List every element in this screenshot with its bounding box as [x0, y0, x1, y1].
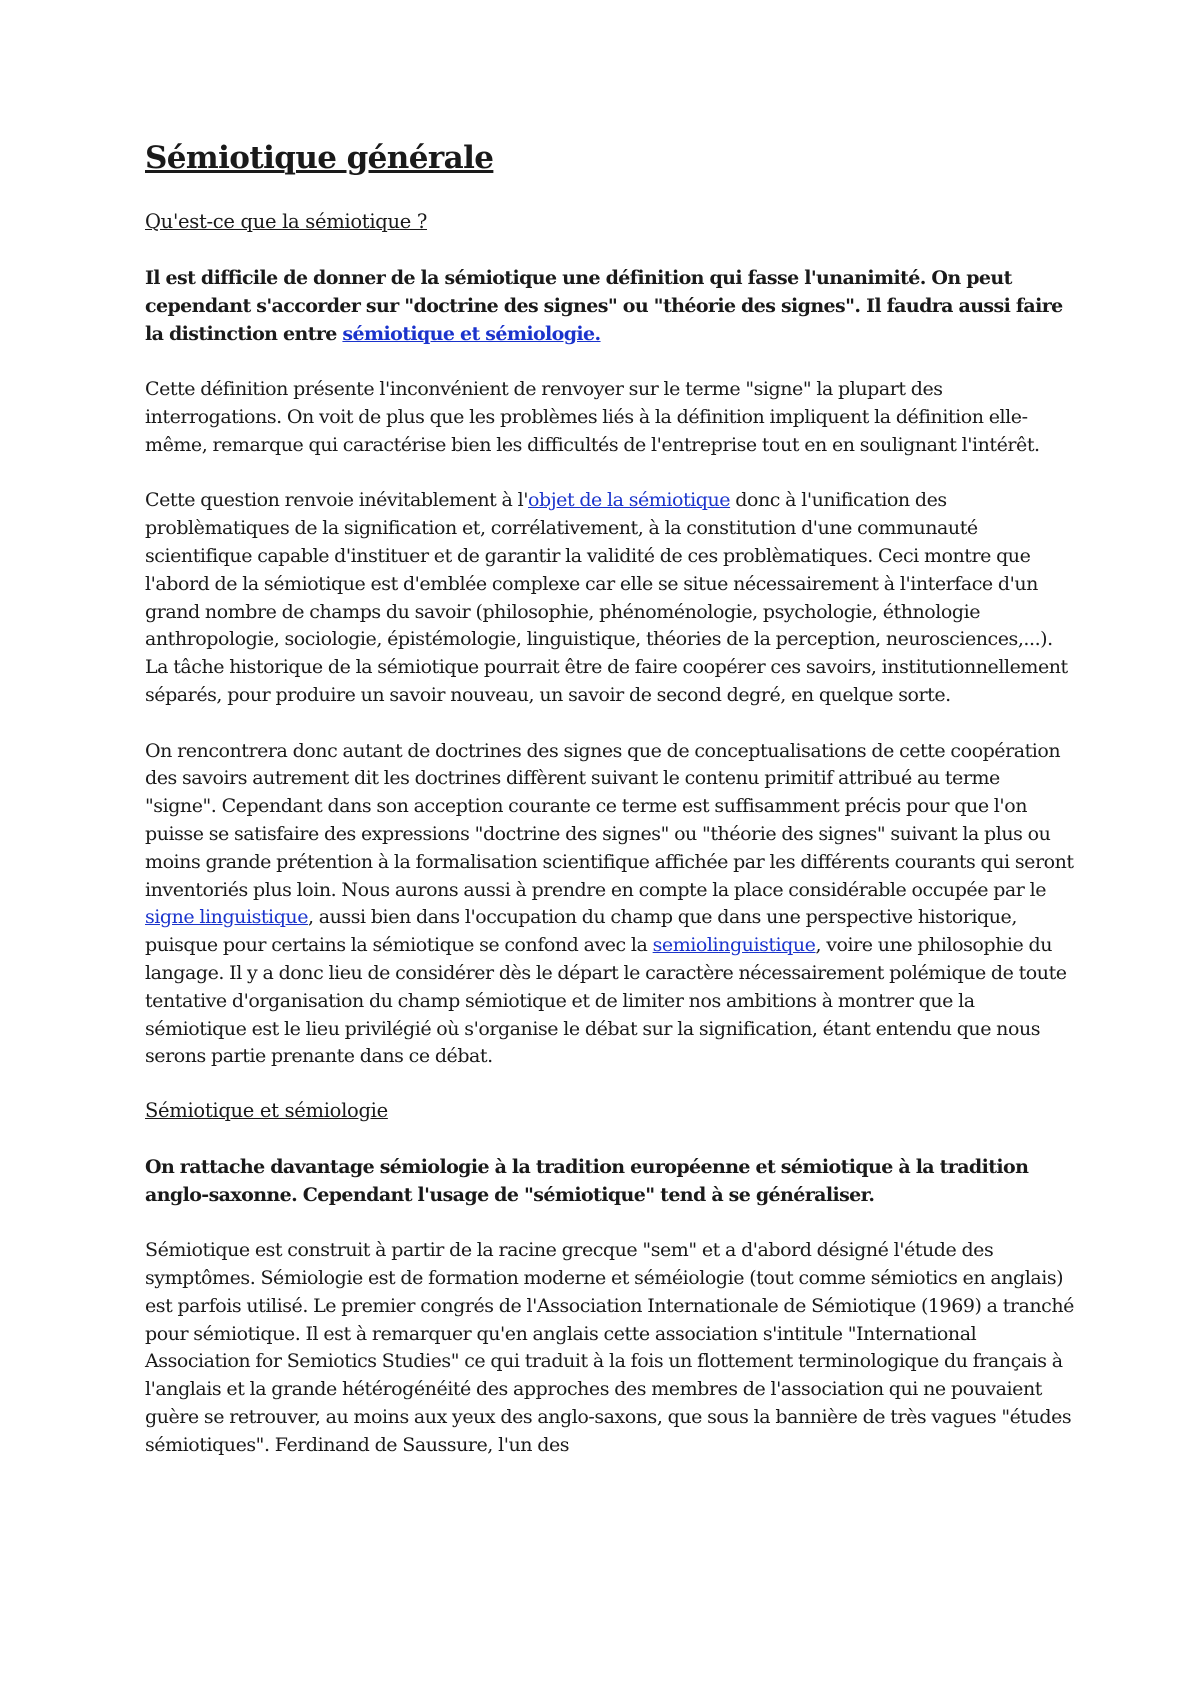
- paragraph-text: On rencontrera donc autant de doctrines des signes que de conceptualisations de cette coopération des savoirs autrement dit les doctrines diffèrent suivant le contenu primitif attribué au terme "signe". Cependant dans son acception courante ce terme est suffisamment précis pour que l'on puisse se satisfaire des expressions "doctrine des signes" ou "théorie des signes" suivant la plus ou moins grande prétention à la formalisation scientifique affichée par les différents courants qui seront inventoriés plus loin. Nous aurons aussi à prendre en compte la place considérable occupée par le: [145, 739, 1074, 901]
- lead-text: Il est difficile de donner de la sémiotique une définition qui fasse l'unanimité. On peut cependant s'accorder sur "doctrine des signes" ou "théorie des signes". Il faudra aussi faire la distinction entre: [145, 267, 1063, 345]
- paragraph-objet-semiotique: [145, 487, 1075, 709]
- paragraph-doctrines-des-signes: [145, 738, 1075, 1072]
- paragraph-text: Cette question renvoie inévitablement à l': [145, 489, 529, 512]
- link-semiolinguistique[interactable]: semiolinguistique: [652, 934, 816, 957]
- paragraph-text: , voire une philosophie du langage. Il y a donc lieu de considérer dès le départ le caractère nécessairement polémique de toute tentative d'organisation du champ sémiotique et de limiter nos ambitions à montrer que la sémiotique est le lieu privilégié où s'organise le débat sur la signification, étant entendu que nous serons partie prenante dans ce débat.: [145, 934, 1067, 1068]
- paragraph-text: , aussi bien dans l'occupation du champ que dans une perspective historique, puisque pour certains la sémiotique se confond avec la: [145, 906, 1017, 957]
- lead-paragraph-tradition: On rattache davantage sémiologie à la tradition européenne et sémiotique à la tradition anglo-saxonne. Cependant l'usage de "sémiotique" tend à se généraliser.: [145, 1155, 1029, 1206]
- section-heading-semiotique-et-semiologie: Sémiotique et sémiologie: [145, 1098, 388, 1122]
- paragraph-definition-inconvenience: Cette définition présente l'inconvénient de renvoyer sur le terme "signe" la plupart des interrogations. On voit de plus que les problèmes liés à la définition impliquent la définition elle-même, remarque qui caractérise bien les difficultés de l'entreprise tout en en soulignant l'intérêt.: [145, 378, 1040, 456]
- document-page: [145, 140, 1075, 1487]
- link-signe-linguistique[interactable]: signe linguistique: [145, 906, 308, 929]
- link-objet-de-la-semiotique[interactable]: objet de la sémiotique: [528, 489, 731, 512]
- paragraph-text: donc à l'unification des problèmatiques de la signification et, corrélativement, à la constitution d'une communauté scientifique capable d'instituer et de garantir la validité de ces problèmatiques. Ceci montre que l'abord de la sémiotique est d'emblée complexe car elle se situe nécessairement à l'interface d'un grand nombre de champs du savoir (philosophie, phénoménologie, psychologie, éthnologie anthropologie, sociologie, épistémologie, linguistique, théories de la perception, neurosciences,...). La tâche historique de la sémiotique pourrait être de faire coopérer ces savoirs, institutionnellement séparés, pour produire un savoir nouveau, un savoir de second degré, en quelque sorte.: [145, 489, 1068, 706]
- section-heading-what-is-semiotics: Qu'est-ce que la sémiotique ?: [145, 210, 428, 233]
- page-title: Sémiotique générale: [145, 140, 494, 176]
- paragraph-etymologie: Sémiotique est construit à partir de la racine grecque "sem" et a d'abord désigné l'étude des symptômes. Sémiologie est de formation moderne et séméiologie (tout comme sémiotics en anglais) est parfois utilisé. Le premier congrés de l'Association Internationale de Sémiotique (1969) a tranché pour sémiotique. Il est à remarquer qu'en anglais cette association s'intitule "International Association for Semiotics Studies" ce qui traduit à la fois un flottement terminologique du français à l'anglais et la grande hétérogénéité des approches des membres de l'association qui ne pouvaient guère se retrouver, au moins aux yeux des anglo-saxons, que sous la bannière de très vagues "études sémiotiques". Ferdinand de Saussure, l'un des: [145, 1239, 1074, 1456]
- link-semiotique-et-semiologie[interactable]: sémiotique et sémiologie.: [342, 322, 601, 345]
- lead-paragraph-definition: [145, 265, 1075, 348]
